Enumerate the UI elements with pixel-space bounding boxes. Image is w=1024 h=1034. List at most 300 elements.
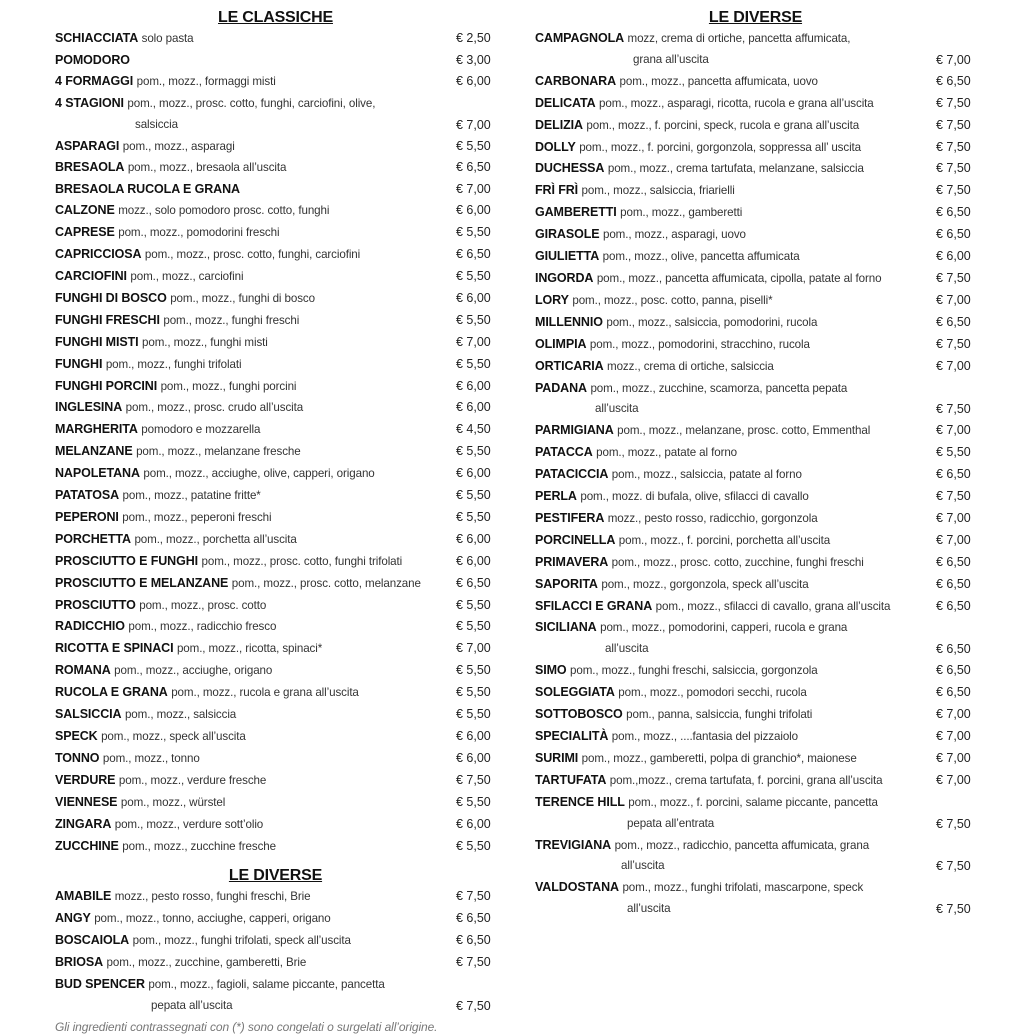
pizza-ingredients: pom.,mozz., crema tartufata, f. porcini, grana all’uscita: [609, 773, 883, 787]
pizza-price: € 7,50: [936, 902, 971, 917]
pizza-name: RADICCHIO: [55, 619, 125, 634]
pizza-price: € 7,00: [456, 334, 491, 349]
menu-item: [55, 638, 496, 660]
pizza-price: € 6,50: [936, 554, 971, 569]
pizza-ingredients: pom., mozz., salsiccia, patate al forno: [611, 468, 802, 482]
menu-item: [55, 71, 496, 93]
pizza-name: SURIMI: [535, 750, 579, 765]
pizza-name: TARTUFATA: [535, 772, 607, 787]
pizza-label: [55, 200, 329, 222]
menu-item: [535, 378, 976, 421]
pizza-ingredients-continued: grana all’uscita: [633, 52, 709, 66]
pizza-ingredients: pom., mozz., pancetta affumicata, cipolla, patate al forno: [596, 271, 882, 285]
pizza-name: TERENCE HILL: [535, 794, 625, 809]
menu-item: [535, 682, 976, 704]
pizza-label: [55, 376, 296, 398]
menu-item: [55, 770, 496, 792]
section-title-diverse-left: LE DIVERSE: [228, 867, 323, 885]
pizza-label: [535, 137, 861, 159]
pizza-price: € 7,00: [936, 772, 971, 787]
pizza-price: € 5,50: [456, 225, 491, 240]
pizza-name: ZUCCHINE: [55, 838, 119, 853]
pizza-ingredients: pom., mozz., pomodorini, capperi, rucola e grana: [600, 621, 848, 635]
pizza-label: [535, 530, 830, 552]
pizza-label: [535, 748, 857, 770]
pizza-ingredients: pom., mozz., verdure fresche: [118, 773, 267, 787]
pizza-ingredients: pom., mozz., radicchio fresco: [128, 620, 277, 634]
menu-item: [55, 310, 496, 332]
pizza-name: DUCHESSA: [535, 161, 605, 176]
pizza-name: SFILACCI E GRANA: [535, 598, 653, 613]
menu-item: [535, 770, 976, 792]
pizza-ingredients: pom., mozz., funghi trifolati, mascarpone, speck: [622, 881, 864, 895]
pizza-price: € 6,00: [456, 203, 491, 218]
frozen-ingredients-footnote: Gli ingredienti contrassegnati con (*) sono congelati o surgelati all’origine.: [55, 1019, 438, 1034]
menu-item: [535, 508, 976, 530]
pizza-price: € 7,50: [936, 139, 971, 154]
pizza-ingredients: pom., panna, salsiccia, funghi trifolati: [626, 708, 813, 722]
pizza-price: € 5,50: [456, 619, 491, 634]
pizza-price: € 7,50: [936, 183, 971, 198]
pizza-price: € 6,50: [936, 685, 971, 700]
menu-item: [55, 551, 496, 573]
pizza-ingredients: pom., mozz., prosc. crudo all’uscita: [125, 401, 304, 415]
menu-item: [535, 726, 976, 748]
pizza-price: € 2,50: [456, 31, 491, 45]
pizza-ingredients: pom., mozz., carciofini: [130, 269, 244, 283]
pizza-ingredients: pom., mozz., bresaola all’uscita: [127, 161, 287, 175]
pizza-price: € 7,00: [936, 358, 971, 373]
pizza-ingredients: pom., mozz., ....fantasia del pizzaiolo: [611, 730, 798, 743]
menu-item: [55, 179, 496, 200]
pizza-name: AMABILE: [55, 889, 112, 904]
pizza-price: € 7,50: [936, 816, 971, 831]
pizza-ingredients: pom., mozz., gorgonzola, speck all’uscita: [601, 577, 809, 591]
pizza-name: SOTTOBOSCO: [535, 707, 623, 722]
pizza-name: PATACCA: [535, 445, 593, 460]
menu-item: [55, 616, 496, 638]
pizza-label: [535, 290, 773, 312]
pizza-price: € 5,50: [456, 488, 491, 503]
pizza-price: € 7,00: [936, 532, 971, 547]
pizza-ingredients: pom., mozz., prosc. cotto, funghi, carciofini: [144, 248, 361, 262]
pizza-ingredients: pom., mozz., funghi misti: [142, 335, 268, 349]
pizza-price: € 6,50: [456, 247, 491, 262]
pizza-price: € 6,50: [456, 933, 491, 948]
pizza-name: PARMIGIANA: [535, 423, 614, 438]
pizza-label: [535, 180, 735, 202]
menu-item: [55, 485, 496, 507]
menu-item: [55, 441, 496, 463]
pizza-price: € 7,00: [456, 641, 491, 656]
pizza-name: NAPOLETANA: [55, 466, 140, 481]
pizza-name: BRESAOLA: [55, 160, 125, 175]
menu-item: [55, 660, 496, 682]
pizza-name: 4 STAGIONI: [55, 95, 124, 110]
pizza-price: € 6,00: [456, 466, 491, 481]
pizza-price: € 4,50: [456, 422, 491, 437]
pizza-price: € 7,00: [456, 117, 491, 132]
menu-item: [535, 246, 976, 268]
menu-item: [55, 748, 496, 770]
pizza-ingredients: pom., mozz., melanzane, prosc. cotto, Emmenthal: [617, 424, 871, 438]
pizza-ingredients: pom., mozz., olive, pancetta affumicata: [602, 250, 800, 264]
menu-item: [535, 334, 976, 356]
pizza-name: ROMANA: [55, 663, 111, 678]
pizza-ingredients: pom., mozz., patatine fritte*: [122, 489, 261, 503]
menu-item: [55, 930, 496, 952]
pizza-ingredients: pom., mozz., funghi freschi, salsiccia, gorgonzola: [570, 664, 818, 678]
pizza-price: € 7,00: [936, 750, 971, 765]
pizza-label: [535, 442, 737, 464]
menu-item: [55, 726, 496, 748]
pizza-price: € 6,00: [456, 531, 491, 546]
pizza-price: € 7,00: [936, 423, 971, 438]
pizza-label: [55, 748, 200, 770]
menu-item: [55, 93, 496, 136]
pizza-ingredients: pom., mozz., pomodorini, stracchino, rucola: [589, 337, 810, 351]
pizza-name: TREVIGIANA: [535, 837, 612, 852]
pizza-ingredients: pom., mozz., pomodori secchi, rucola: [618, 686, 807, 700]
pizza-ingredients: mozz., solo pomodoro prosc. cotto, funghi: [118, 204, 330, 218]
pizza-ingredients: pom., mozz., prosc. cotto: [139, 598, 267, 612]
menu-item: [535, 202, 976, 224]
menu-item: [55, 529, 496, 551]
pizza-label: [55, 595, 266, 617]
menu-item: [55, 28, 496, 50]
pizza-label: [55, 682, 359, 704]
pizza-label: [55, 814, 263, 836]
pizza-name: MILLENNIO: [535, 314, 603, 329]
pizza-label: [55, 638, 322, 660]
pizza-price: € 7,50: [936, 859, 971, 874]
menu-item: [55, 792, 496, 814]
pizza-name: PORCHETTA: [55, 531, 131, 546]
pizza-label: [55, 332, 268, 354]
pizza-label: [55, 244, 360, 266]
menu-item: [55, 288, 496, 310]
pizza-name: CAMPAGNOLA: [535, 31, 625, 45]
pizza-ingredients: pom., mozz. di bufala, olive, sfilacci di cavallo: [580, 490, 809, 504]
pizza-ingredients: pom., mozz., zucchine, gamberetti, Brie: [106, 956, 307, 970]
pizza-name: FUNGHI: [55, 356, 103, 371]
pizza-price: € 5,50: [456, 444, 491, 459]
pizza-name: RUCOLA E GRANA: [55, 685, 168, 700]
pizza-label: [55, 71, 276, 93]
pizza-name: PROSCIUTTO E FUNGHI: [55, 553, 199, 568]
pizza-price: € 7,00: [936, 707, 971, 722]
pizza-price: € 6,50: [936, 576, 971, 591]
menu-item: [535, 596, 976, 618]
pizza-price: € 6,50: [456, 911, 491, 926]
pizza-name: FUNGHI FRESCHI: [55, 312, 160, 327]
menu-item: [535, 464, 976, 486]
menu-item: [55, 200, 496, 222]
pizza-name: FUNGHI DI BOSCO: [55, 290, 167, 305]
pizza-name: MARGHERITA: [55, 422, 138, 437]
pizza-ingredients: pom., mozz., melanzane fresche: [136, 445, 301, 459]
pizza-label: [55, 485, 261, 507]
pizza-price: € 6,50: [936, 314, 971, 329]
pizza-label: [535, 726, 798, 748]
menu-item: [55, 157, 496, 179]
menu-item: [535, 137, 976, 159]
pizza-name: POMODORO: [55, 52, 130, 67]
pizza-label: [535, 704, 812, 726]
pizza-label: [55, 886, 311, 908]
pizza-ingredients: pom., mozz., tonno, acciughe, capperi, origano: [94, 912, 331, 926]
pizza-name: GIRASOLE: [535, 227, 600, 242]
pizza-ingredients: pomodoro e mozzarella: [141, 423, 261, 437]
pizza-label: [535, 202, 742, 224]
pizza-name: CARCIOFINI: [55, 268, 127, 283]
pizza-name: SIMO: [535, 663, 567, 678]
menu-item: [55, 952, 496, 974]
pizza-name: PESTIFERA: [535, 510, 605, 525]
pizza-name: PRIMAVERA: [535, 554, 609, 569]
menu-item: [55, 222, 496, 244]
pizza-price: € 7,50: [936, 489, 971, 504]
pizza-label: [55, 266, 243, 288]
pizza-label: [55, 50, 130, 71]
pizza-price: € 7,50: [456, 772, 491, 787]
menu-item: [55, 704, 496, 726]
pizza-name: VALDOSTANA: [535, 880, 619, 895]
pizza-label: [55, 726, 246, 748]
pizza-ingredients: pom., mozz., prosc. cotto, melanzane: [231, 576, 421, 590]
pizza-label: [55, 507, 271, 529]
pizza-price: € 7,00: [936, 52, 971, 67]
pizza-label: [535, 115, 859, 137]
pizza-label: [55, 288, 315, 310]
pizza-label: [55, 441, 301, 463]
menu-item: [535, 290, 976, 312]
menu-item: [535, 552, 976, 574]
pizza-ingredients: pom., mozz., speck all’uscita: [101, 730, 246, 743]
pizza-label: [535, 312, 817, 334]
pizza-name: PADANA: [535, 380, 587, 395]
pizza-ingredients-continued: all’uscita: [595, 402, 639, 416]
pizza-name: OLIMPIA: [535, 336, 587, 351]
menu-item: [535, 660, 976, 682]
pizza-label: [535, 596, 890, 618]
pizza-price: € 7,50: [936, 402, 971, 417]
pizza-ingredients: pom., mozz., gamberetti: [620, 206, 743, 220]
menu-item: [55, 419, 496, 441]
pizza-price: € 6,50: [936, 73, 971, 88]
pizza-price: € 7,50: [456, 998, 491, 1013]
pizza-name: MELANZANE: [55, 444, 133, 459]
section-title-classiche: LE CLASSICHE: [218, 9, 333, 26]
pizza-label: [55, 529, 297, 551]
pizza-ingredients: pom., mozz., funghi porcini: [160, 379, 297, 393]
pizza-name: BUD SPENCER: [55, 977, 145, 992]
pizza-ingredients: pom., mozz., peperoni freschi: [122, 510, 272, 524]
pizza-name: SPECK: [55, 729, 98, 743]
menu-item: [55, 573, 496, 595]
pizza-ingredients-continued: salsiccia: [135, 117, 178, 131]
menu-item: [55, 886, 496, 908]
pizza-price: € 7,50: [936, 336, 971, 351]
pizza-label: [535, 486, 809, 508]
pizza-ingredients: mozz., pesto rosso, radicchio, gorgonzola: [607, 511, 818, 525]
pizza-ingredients: pom., mozz., salsiccia, friarielli: [581, 184, 735, 198]
pizza-ingredients: pom., mozz., zucchine fresche: [122, 839, 276, 853]
pizza-price: € 6,00: [456, 378, 491, 393]
pizza-label: [55, 397, 303, 419]
menu-item: [535, 28, 976, 71]
menu-item: [535, 442, 976, 464]
menu-list-diverse-left: [55, 886, 496, 1016]
pizza-ingredients: mozz., crema di ortiche, salsiccia: [607, 359, 774, 373]
pizza-name: BRESAOLA RUCOLA E GRANA: [55, 182, 240, 197]
menu-item: [55, 595, 496, 617]
pizza-price: € 5,50: [936, 445, 971, 460]
pizza-ingredients: pom., mozz., funghi freschi: [163, 313, 300, 327]
pizza-name: ANGY: [55, 911, 91, 926]
pizza-ingredients: pom., mozz., f. porcini, speck, rucola e grana all’uscita: [586, 118, 860, 132]
pizza-name: CARBONARA: [535, 73, 617, 88]
menu-item: [535, 356, 976, 378]
pizza-price: € 7,50: [456, 889, 491, 904]
pizza-ingredients-continued: pepata all’entrata: [627, 816, 715, 830]
pizza-label: [535, 682, 807, 704]
pizza-name: TONNO: [55, 750, 100, 765]
pizza-ingredients: pom., mozz., funghi trifolati: [105, 357, 242, 371]
pizza-ingredients: pom., mozz., crema tartufata, melanzane, salsiccia: [607, 162, 864, 176]
pizza-price: € 6,50: [936, 227, 971, 242]
pizza-price: € 6,50: [936, 642, 971, 657]
pizza-ingredients: pom., mozz., ricotta, spinaci*: [176, 642, 323, 656]
pizza-label: [55, 179, 240, 200]
pizza-price: € 5,50: [456, 663, 491, 678]
pizza-price: € 5,50: [456, 356, 491, 371]
pizza-label: [535, 224, 746, 246]
pizza-price: € 6,50: [456, 575, 491, 590]
pizza-price: € 5,50: [456, 138, 491, 153]
pizza-label: [55, 930, 351, 952]
menu-item: [55, 266, 496, 288]
pizza-ingredients: pom., mozz., salsiccia, pomodorini, rucola: [606, 315, 818, 329]
pizza-name: SICILIANA: [535, 620, 597, 635]
pizza-price: € 6,00: [456, 73, 491, 88]
pizza-label: [535, 574, 809, 596]
pizza-label: [535, 246, 800, 268]
pizza-name: ZINGARA: [55, 816, 112, 831]
pizza-ingredients: pom., mozz., f. porcini, gorgonzola, soppressa all’ uscita: [579, 140, 862, 154]
pizza-ingredients: pom., mozz., porchetta all’uscita: [134, 532, 297, 546]
menu-item: [55, 332, 496, 354]
pizza-label: [535, 356, 774, 378]
pizza-price: € 5,50: [456, 685, 491, 700]
pizza-name: RICOTTA E SPINACI: [55, 641, 174, 656]
pizza-price: € 5,50: [456, 268, 491, 283]
menu-item: [535, 574, 976, 596]
pizza-name: INGORDA: [535, 270, 594, 285]
menu-item: [55, 836, 496, 858]
menu-item: [535, 486, 976, 508]
pizza-name: BRIOSA: [55, 955, 104, 970]
menu-item: [55, 354, 496, 376]
right-column: [535, 0, 976, 920]
pizza-label: [55, 792, 225, 814]
pizza-price: € 6,50: [936, 467, 971, 482]
menu-item: [55, 136, 496, 158]
pizza-label: [55, 419, 260, 441]
pizza-price: € 7,50: [456, 955, 491, 970]
pizza-ingredients: pom., mozz., tonno: [102, 751, 200, 765]
pizza-label: [55, 704, 236, 726]
pizza-label: [535, 552, 864, 574]
pizza-name: PROSCIUTTO E MELANZANE: [55, 575, 229, 590]
left-column: [55, 0, 496, 1034]
pizza-label: [535, 464, 802, 486]
pizza-ingredients: pom., mozz., posc. cotto, panna, piselli*: [572, 293, 773, 307]
pizza-ingredients: pom., mozz., prosc. cotto, funghi, carciofini, olive,: [127, 96, 376, 110]
pizza-ingredients: pom., mozz., asparagi, ricotta, rucola e grana all’uscita: [599, 96, 874, 110]
pizza-name: FRÌ FRÌ: [535, 183, 579, 198]
pizza-price: € 7,00: [456, 182, 491, 197]
pizza-ingredients: pom., mozz., patate al forno: [596, 446, 738, 460]
pizza-name: FUNGHI PORCINI: [55, 378, 158, 393]
pizza-name: SAPORITA: [535, 576, 598, 591]
pizza-price: € 6,00: [456, 729, 491, 743]
pizza-price: € 5,50: [456, 597, 491, 612]
pizza-ingredients: pom., mozz., rucola e grana all’uscita: [171, 686, 359, 700]
pizza-label: [535, 93, 874, 115]
menu-item: [535, 877, 976, 920]
pizza-price: € 6,00: [456, 750, 491, 765]
pizza-label: [55, 836, 276, 858]
pizza-label: [55, 310, 299, 332]
pizza-name: VIENNESE: [55, 794, 118, 809]
pizza-label: [55, 354, 241, 376]
menu-item: [535, 704, 976, 726]
pizza-label: [55, 463, 375, 485]
pizza-name: GIULIETTA: [535, 249, 600, 264]
menu-item: [55, 507, 496, 529]
pizza-label: [55, 222, 279, 244]
pizza-ingredients: pom., mozz., salsiccia: [124, 708, 237, 722]
pizza-label: [535, 420, 870, 442]
pizza-price: € 6,00: [456, 816, 491, 831]
pizza-ingredients: solo pasta: [141, 32, 194, 45]
pizza-price: € 5,50: [456, 509, 491, 524]
pizza-name: ASPARAGI: [55, 138, 120, 153]
pizza-label: [55, 28, 194, 50]
pizza-name: ORTICARIA: [535, 358, 604, 373]
pizza-price: € 6,50: [936, 663, 971, 678]
pizza-price: € 7,50: [936, 95, 971, 110]
menu-item: [55, 814, 496, 836]
pizza-ingredients-continued: all’uscita: [621, 859, 665, 873]
pizza-name: FUNGHI MISTI: [55, 334, 139, 349]
pizza-price: € 7,50: [936, 270, 971, 285]
pizza-price: € 7,00: [936, 292, 971, 307]
pizza-ingredients: pom., mozz., f. porcini, porchetta all’uscita: [618, 533, 831, 547]
menu-item: [535, 115, 976, 137]
pizza-label: [55, 908, 331, 930]
pizza-ingredients: mozz, crema di ortiche, pancetta affumicata,: [627, 32, 851, 45]
pizza-price: € 7,00: [936, 510, 971, 525]
pizza-ingredients: pom., mozz., radicchio, pancetta affumicata, grana: [614, 838, 870, 852]
pizza-ingredients: pom., mozz., funghi trifolati, speck all’uscita: [132, 934, 351, 948]
pizza-price: € 3,00: [456, 52, 491, 67]
menu-item: [535, 835, 976, 878]
pizza-name: GAMBERETTI: [535, 205, 617, 220]
pizza-ingredients: pom., mozz., acciughe, olive, capperi, origano: [143, 467, 375, 481]
pizza-label: [55, 616, 276, 638]
